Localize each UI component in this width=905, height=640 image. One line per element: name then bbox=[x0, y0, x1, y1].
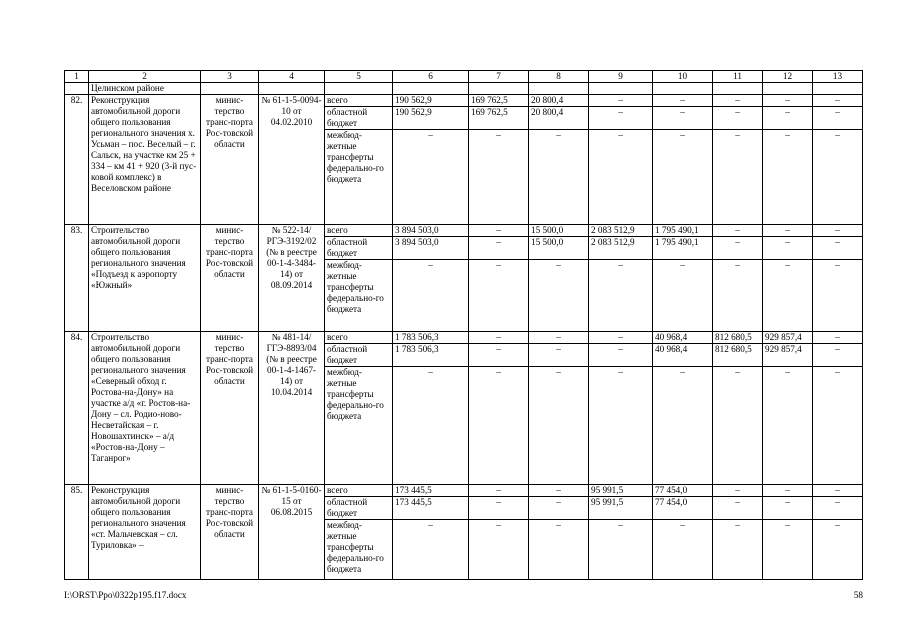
amount-cell: – bbox=[763, 520, 813, 580]
amount-cell: 95 991,5 bbox=[589, 485, 653, 497]
file-path: I:\ORST\Ppo\0322p195.f17.docx bbox=[64, 590, 187, 600]
amount-cell: 812 680,5 bbox=[713, 344, 763, 367]
amount-cell: – bbox=[653, 367, 713, 485]
amount-cell: – bbox=[393, 260, 469, 332]
amount-cell: – bbox=[813, 130, 863, 225]
amount-cell: – bbox=[589, 130, 653, 225]
amount-cell: – bbox=[393, 367, 469, 485]
amount-cell: – bbox=[713, 520, 763, 580]
amount-cell: – bbox=[763, 95, 813, 107]
amount-cell: – bbox=[813, 367, 863, 485]
amount-cell: – bbox=[763, 260, 813, 332]
row-number: 82. bbox=[65, 95, 89, 225]
amount-cell: – bbox=[529, 260, 589, 332]
header-cell: 1 bbox=[65, 71, 89, 83]
amount-cell: – bbox=[713, 95, 763, 107]
amount-cell: – bbox=[529, 332, 589, 344]
amount-cell: – bbox=[529, 497, 589, 520]
row-number: 85. bbox=[65, 485, 89, 580]
header-cell: 7 bbox=[469, 71, 529, 83]
header-cell: 8 bbox=[529, 71, 589, 83]
amount-cell: 2 083 512,9 bbox=[589, 237, 653, 260]
funding-source: областной бюджет bbox=[325, 497, 393, 520]
continuation-row bbox=[65, 83, 863, 95]
amount-cell: – bbox=[713, 237, 763, 260]
amount-cell: – bbox=[763, 367, 813, 485]
amount-cell: – bbox=[763, 485, 813, 497]
amount-cell: 1 783 506,3 bbox=[393, 344, 469, 367]
funding-source: областной бюджет bbox=[325, 237, 393, 260]
header-cell: 2 bbox=[89, 71, 201, 83]
expertise-doc: № 522-14/РГЭ-3192/02 (№ в реестре 00-1-4-3484-14) от 08.09.2014 bbox=[259, 225, 325, 332]
amount-cell: – bbox=[469, 237, 529, 260]
amount-cell: – bbox=[763, 130, 813, 225]
amount-cell: – bbox=[589, 367, 653, 485]
amount-cell: 3 894 503,0 bbox=[393, 237, 469, 260]
funding-source: всего bbox=[325, 225, 393, 237]
customer: минис-терство транс-порта Рос-товской области bbox=[201, 95, 259, 225]
amount-cell: – bbox=[589, 260, 653, 332]
header-cell: 11 bbox=[713, 71, 763, 83]
amount-cell: – bbox=[813, 237, 863, 260]
expertise-doc: № 61-1-5-0160-15 от 06.08.2015 bbox=[259, 485, 325, 580]
amount-cell: – bbox=[469, 344, 529, 367]
row-number: 83. bbox=[65, 225, 89, 332]
funding-source: всего bbox=[325, 95, 393, 107]
amount-cell: – bbox=[813, 520, 863, 580]
amount-cell: – bbox=[813, 95, 863, 107]
amount-cell: 95 991,5 bbox=[589, 497, 653, 520]
amount-cell: 15 500,0 bbox=[529, 225, 589, 237]
header-cell: 13 bbox=[813, 71, 863, 83]
amount-cell: 3 894 503,0 bbox=[393, 225, 469, 237]
amount-cell: – bbox=[589, 344, 653, 367]
funding-source: областной бюджет bbox=[325, 107, 393, 130]
object-name: Реконструкция автомобильной дороги общего пользования регионального значения х. Усьман – пос. Веселый – г. Сальск, на участке км 25 + 334 – км 41 + 920 (3-й пус-ковой комплекс) в Веселовском районе bbox=[89, 95, 201, 225]
amount-cell: 173 445,5 bbox=[393, 497, 469, 520]
amount-cell: – bbox=[713, 497, 763, 520]
amount-cell: – bbox=[813, 485, 863, 497]
amount-cell: – bbox=[763, 225, 813, 237]
amount-cell: – bbox=[713, 225, 763, 237]
amount-cell: 1 783 506,3 bbox=[393, 332, 469, 344]
amount-cell: – bbox=[393, 130, 469, 225]
amount-cell: 1 795 490,1 bbox=[653, 237, 713, 260]
row-number: 84. bbox=[65, 332, 89, 485]
amount-cell: – bbox=[469, 497, 529, 520]
amount-cell: – bbox=[529, 520, 589, 580]
object-name: Строительство автомобильной дороги общего пользования регионального значения «Подъезд к аэропорту «Южный» bbox=[89, 225, 201, 332]
amount-cell: – bbox=[469, 520, 529, 580]
amount-cell: 812 680,5 bbox=[713, 332, 763, 344]
funding-source: областной бюджет bbox=[325, 344, 393, 367]
object-name: Реконструкция автомобильной дороги общего пользования регионального значения «ст. Мальчевская – сл. Туриловка» – bbox=[89, 485, 201, 580]
amount-cell: – bbox=[763, 237, 813, 260]
amount-cell: – bbox=[469, 485, 529, 497]
amount-cell: – bbox=[589, 332, 653, 344]
document-page bbox=[64, 70, 862, 580]
amount-cell: 20 800,4 bbox=[529, 95, 589, 107]
amount-cell: – bbox=[813, 344, 863, 367]
amount-cell: 20 800,4 bbox=[529, 107, 589, 130]
table-row bbox=[65, 485, 863, 497]
funding-source: межбюд-жетные трансферты федерально-го бюджета bbox=[325, 130, 393, 225]
amount-cell: – bbox=[529, 344, 589, 367]
customer: минис-терство транс-порта Рос-товской области bbox=[201, 332, 259, 485]
amount-cell: 169 762,5 bbox=[469, 95, 529, 107]
amount-cell: – bbox=[589, 520, 653, 580]
customer: минис-терство транс-порта Рос-товской области bbox=[201, 485, 259, 580]
amount-cell: – bbox=[813, 332, 863, 344]
amount-cell: 929 857,4 bbox=[763, 332, 813, 344]
continuation-text: Целинском районе bbox=[89, 83, 201, 95]
amount-cell: 1 795 490,1 bbox=[653, 225, 713, 237]
customer: минис-терство транс-порта Рос-товской области bbox=[201, 225, 259, 332]
amount-cell: – bbox=[713, 107, 763, 130]
header-cell: 4 bbox=[259, 71, 325, 83]
amount-cell: – bbox=[653, 260, 713, 332]
funding-source: межбюд-жетные трансферты федерально-го бюджета bbox=[325, 367, 393, 485]
amount-cell: 40 968,4 bbox=[653, 332, 713, 344]
amount-cell: 173 445,5 bbox=[393, 485, 469, 497]
amount-cell: – bbox=[713, 260, 763, 332]
amount-cell: – bbox=[763, 107, 813, 130]
amount-cell: – bbox=[653, 95, 713, 107]
funding-source: межбюд-жетные трансферты федерально-го бюджета bbox=[325, 520, 393, 580]
expertise-doc: № 61-1-5-0094-10 от 04.02.2010 bbox=[259, 95, 325, 225]
program-table bbox=[64, 70, 863, 580]
amount-cell: – bbox=[653, 107, 713, 130]
amount-cell: – bbox=[529, 367, 589, 485]
amount-cell: 2 083 512,9 bbox=[589, 225, 653, 237]
table-row bbox=[65, 332, 863, 344]
table-row bbox=[65, 95, 863, 107]
header-cell: 12 bbox=[763, 71, 813, 83]
header-cell: 3 bbox=[201, 71, 259, 83]
amount-cell: – bbox=[763, 497, 813, 520]
amount-cell: – bbox=[713, 485, 763, 497]
amount-cell: – bbox=[469, 332, 529, 344]
amount-cell: – bbox=[469, 367, 529, 485]
amount-cell: – bbox=[469, 225, 529, 237]
page-number: 58 bbox=[853, 590, 863, 600]
header-cell: 5 bbox=[325, 71, 393, 83]
amount-cell: 169 762,5 bbox=[469, 107, 529, 130]
amount-cell: – bbox=[589, 107, 653, 130]
amount-cell: – bbox=[469, 130, 529, 225]
amount-cell: – bbox=[813, 497, 863, 520]
amount-cell: 77 454,0 bbox=[653, 497, 713, 520]
amount-cell: – bbox=[529, 130, 589, 225]
amount-cell: – bbox=[813, 107, 863, 130]
amount-cell: – bbox=[713, 367, 763, 485]
funding-source: межбюд-жетные трансферты федерально-го бюджета bbox=[325, 260, 393, 332]
amount-cell: – bbox=[813, 225, 863, 237]
amount-cell: – bbox=[653, 130, 713, 225]
amount-cell: – bbox=[713, 130, 763, 225]
amount-cell: – bbox=[589, 95, 653, 107]
header-cell: 6 bbox=[393, 71, 469, 83]
amount-cell: 929 857,4 bbox=[763, 344, 813, 367]
column-number-row bbox=[65, 71, 863, 83]
object-name: Строительство автомобильной дороги общего пользования регионального значения «Северный обход г. Ростова-на-Дону» на участке а/д «г. Ростов-на-Дону – сл. Родио-ново-Несветайская – г. Новошахтинск» – а/д «Ростов-на-Дону – Таганрог» bbox=[89, 332, 201, 485]
funding-source: всего bbox=[325, 485, 393, 497]
amount-cell: – bbox=[813, 260, 863, 332]
amount-cell: 40 968,4 bbox=[653, 344, 713, 367]
amount-cell: 77 454,0 bbox=[653, 485, 713, 497]
amount-cell: – bbox=[529, 485, 589, 497]
header-cell: 9 bbox=[589, 71, 653, 83]
expertise-doc: № 481-14/ГГЭ-8893/04 (№ в реестре 00-1-4-1467-14) от 10.04.2014 bbox=[259, 332, 325, 485]
amount-cell: 190 562,9 bbox=[393, 107, 469, 130]
amount-cell: – bbox=[653, 520, 713, 580]
amount-cell: – bbox=[393, 520, 469, 580]
amount-cell: – bbox=[469, 260, 529, 332]
amount-cell: 190 562,9 bbox=[393, 95, 469, 107]
table-row bbox=[65, 225, 863, 237]
header-cell: 10 bbox=[653, 71, 713, 83]
funding-source: всего bbox=[325, 332, 393, 344]
amount-cell: 15 500,0 bbox=[529, 237, 589, 260]
